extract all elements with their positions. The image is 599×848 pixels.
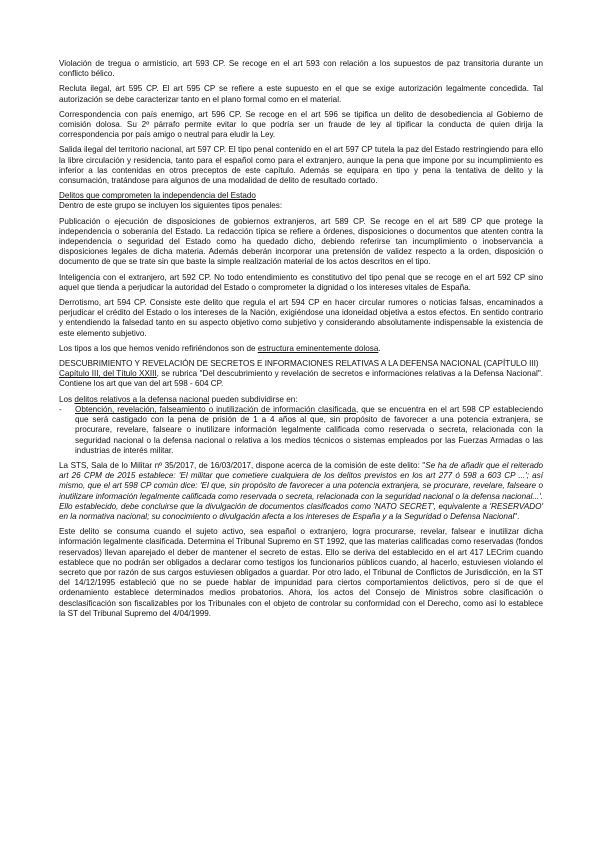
term-recluta: Recluta ilegal [59, 84, 110, 94]
text-correspondencia: , art 596 CP. Se recoge en el art 596 se tipifica un delito de desobediencia al Gobierno de comisión dolosa. Su 2º párrafo permite evitar lo que podría ser un fraude de ley al tipificar la conducta de quien dirija la correspondencia por país amigo o neutral para eludir la Ley. [59, 109, 543, 140]
paragraph-derrotismo [59, 298, 543, 339]
term-tregua: Violación de tregua o armisticio [59, 59, 177, 68]
text-capitulo: , se rubrica "Del descubrimiento y revelación de secretos e informaciones relativas a la Defensa Nacional". Contiene los art que van del art 598 - 604 CP. [59, 369, 543, 389]
section-heading-independencia [59, 191, 543, 201]
text-sts-pre: La STS, Sala de lo Militar nº 35/2017, de 16/03/2017, dispone acerca de la comisión de este delito: " [59, 460, 426, 470]
text-publicacion: , art 589 CP. Se recoge en el art 589 CP que protege la independencia o soberanía del Estado. La redacción típica se refiere a órdenes, disposiciones o documentos que atenten contra la independencia o seguridad del Estado como ha quedado dicho, debiendo referirse tan incumplimiento o inobservancia a disposiciones legales de dicha materia. Además deberán incorporar una pretensión de validez respecto a la orden, disposición o documento de que se trate sin que baste la simple realización material de los actos descritos en el tipo. [59, 216, 543, 267]
paragraph-inteligencia [59, 273, 543, 293]
paragraph-correspondencia [59, 110, 543, 141]
text-salida: , art 597 CP. El tipo penal contenido en el art 597 CP tutela la paz del Estado restringiendo para ello la libre circulación y residencia, tanto para el español como para el extranjero, aunque la pena que impone por su incumplimiento es inferior a las contenidas en otros preceptos de este capítulo. Además se equipara en tipo y pena la tentativa de delito y la consumación, tratándose para algunos de una modalidad de delito de resultado cortado. [59, 145, 543, 186]
text-recluta: , art 595 CP. El art 595 CP se refiere a este supuesto en el que se exige autorización legalmente concedida. Tal autorización se debe caracterizar tanto en el plano formal como en el material. [59, 84, 543, 104]
text-dolosa-post: . [378, 343, 381, 353]
term-capitulo: Capítulo III, del Título XXIII [59, 369, 157, 379]
paragraph-recluta [59, 84, 543, 104]
text-defensa-post: pueden subdividirse en: [209, 394, 298, 404]
text-inteligencia: , art 592 CP. No todo entendimiento es constitutivo del tipo penal que se recoge en el art 592 CP sino aquel que tienda a perjudicar la autoridad del Estado o comprometer la dignidad o los intereses vitales de España. [59, 272, 544, 292]
paragraph-tregua [59, 59, 543, 79]
paragraph-consumacion: Este delito se consuma cuando el sujeto activo, sea español o extranjero, logra procurarse, revelar, falsear e inutilizar dicha información legalmente clasificada. Determina el Tribunal Supremo en ST 1992, que las materias calificadas como reservadas (fondos reservados) llevan aparejado el deber de mantener el secreto de estas. Ello se deriva del establecido en el art 417 LECrim cuando establece que no podrán ser obligados a declarar como testigos los funcionarios públicos cuando, al hacerlo, estuviesen violando el secreto que por razón de sus cargos estuviesen obligados a guardar. Por otro lado, el Tribunal de Conflictos de Jurisdicción, en la ST del 14/12/1995 estableció que no se puede hablar de impunidad para ciertos comportamientos delictivos, pero si de que el ordenamiento establece determinados medios probatorios. Ahora, los actos del Consejo de Ministros sobre clasificación o desclasificación son fiscalizables por los Tribunales con el objeto de controlar su conformidad con el Derecho, como así lo establece la ST del Tribunal Supremo del 4/04/1999. [59, 527, 543, 618]
text-tregua: , art 593 CP. Se recoge en el art 593 con relación a los supuestos de paz transitoria durante un conflicto bélico. [59, 59, 543, 79]
paragraph-dolosa [59, 344, 543, 354]
term-defensa: delitos relativos a la defensa nacional [74, 394, 210, 404]
paragraph-defensa [59, 395, 543, 405]
section-intro: Dentro de este grupo se incluyen los siguientes tipos penales: [59, 201, 283, 211]
text-dolosa-pre: Los tipos a los que hemos venido refiriéndonos son de [59, 343, 258, 353]
paragraph-sts [59, 461, 543, 522]
list-item [59, 405, 543, 456]
paragraph-capitulo [59, 369, 543, 389]
term-salida: Salida ilegal del territorio nacional [59, 145, 182, 155]
term-obtencion: Obtención, revelación, falseamiento o inutilización de información clasificada [75, 404, 356, 414]
text-obtencion: , que se encuentra en el art 598 CP estableciendo que será castigado con la pena de prisión de 1 a 4 años al que, sin propósito de favorecer a una potencia extranjera, se procurare, revelare, falseare o inutilizare información legalmente calificada como reservada o secreta, relacionada con la seguridad nacional o la defensa nacional o relativa a los medios técnicos o sistemas empleados por las Fuerzas Armadas o las industrias de interés militar. [75, 404, 544, 455]
text-sts-post: ". [514, 511, 520, 521]
term-correspondencia: Correspondencia con país enemigo [59, 109, 193, 119]
term-dolosa: estructura eminentemente dolosa [257, 343, 379, 353]
list-subdivision [59, 405, 543, 456]
heading-independencia: Delitos que comprometen la independencia del Estado [59, 191, 256, 201]
term-inteligencia: Inteligencia con el extranjero [59, 272, 165, 282]
section-heading-descubrimiento: DESCUBRIMIENTO Y REVELACIÓN DE SECRETOS E INFORMACIONES RELATIVAS A LA DEFENSA NACIONAL (CAPÍTULO III) [59, 359, 539, 369]
paragraph-publicacion [59, 217, 543, 268]
text-defensa-pre: Los [59, 394, 75, 404]
quote-sts: Se ha de añadir que el reiterado art 26 CPM de 2015 establece: 'El militar que cometiere cualquiera de los delitos previstos en los art 277 ó 598 a 603 CP ...'; así mismo, que el art 598 CP común dice: 'El que, sin propósito de favorecer a una potencia extranjera, se procurare, revelare, falseare o inutilizare información legalmente calificada como reservada o secreta, relacionada con la seguridad nacional o la defensa nacional...'. Ello establecido, debe concluirse que la divulgación de documentos clasificados como 'NATO SECRET', equivalente a 'RESERVADO' en la normativa nacional; su conocimiento o divulgación afecta a los intereses de España y a la Seguridad o Defensa Nacional [59, 460, 544, 521]
term-publicacion: Publicación o ejecución de disposiciones de gobiernos extranjeros [59, 216, 315, 226]
paragraph-salida [59, 145, 543, 186]
text-derrotismo: , art 594 CP. Consiste este delito que regula el art 594 CP en hacer circular rumores o noticias falsas, encaminados a perjudicar el crédito del Estado o los intereses de la Nación, exigiéndose una idoneidad objetiva a estos efectos. En sentido contrario y entendiendo la falsedad tanto en su aspecto objetivo como subjetivo y considerando absolutamente indispensable la existencia de este elemento subjetivo. [59, 298, 543, 338]
term-derrotismo: Derrotismo [59, 298, 99, 308]
list-dash: - [59, 404, 62, 414]
